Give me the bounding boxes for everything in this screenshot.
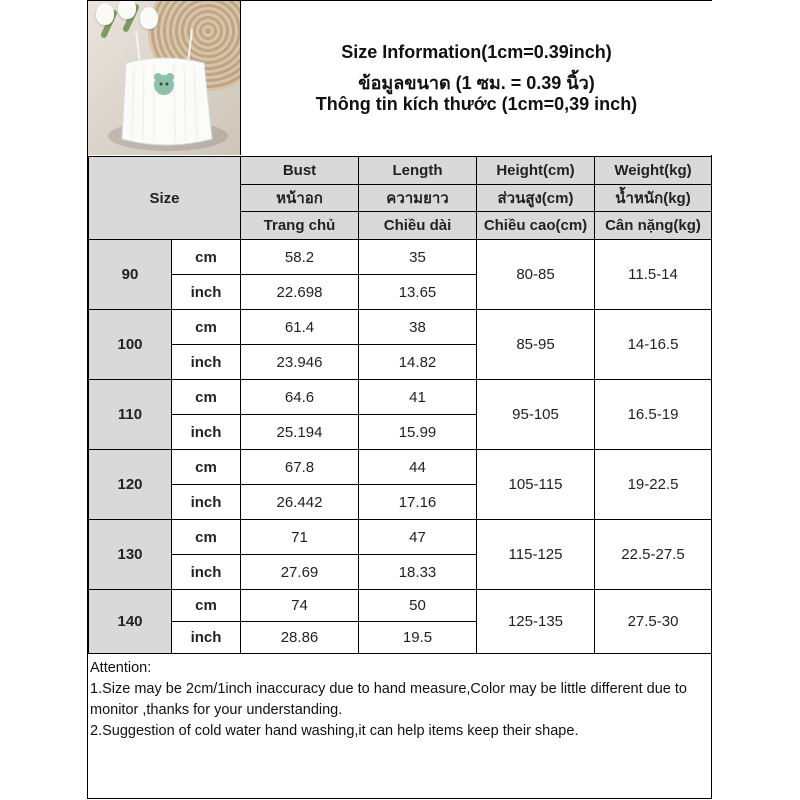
col-header-length-vi: Chiều dài: [359, 212, 477, 240]
height-range: 115-125: [477, 520, 595, 590]
length-inch: 13.65: [359, 275, 477, 310]
bust-inch: 27.69: [241, 555, 359, 590]
notes-item-1: 1.Size may be 2cm/1inch inaccuracy due to hand measure,Color may be little different due to monitor ,thanks for your understanding.: [90, 681, 687, 718]
col-header-height-vi: Chiều cao(cm): [477, 212, 595, 240]
bust-cm: 64.6: [241, 380, 359, 415]
unit-inch: inch: [172, 485, 241, 520]
length-cm: 50: [359, 590, 477, 622]
bust-cm: 58.2: [241, 240, 359, 275]
table-row: [89, 380, 712, 415]
col-header-weight-en: Weight(kg): [595, 157, 712, 185]
product-photo: [88, 1, 240, 155]
bust-cm: 71: [241, 520, 359, 555]
col-header-bust-vi: Trang chủ: [241, 212, 359, 240]
unit-cm: cm: [172, 380, 241, 415]
col-header-weight-th: น้ำหนัก(kg): [595, 185, 712, 212]
weight-range: 22.5-27.5: [595, 520, 712, 590]
size-cell: 120: [89, 450, 172, 520]
attention-notes: [90, 658, 708, 742]
header-title-vi: Thông tin kích thước (1cm=0,39 inch): [315, 94, 638, 114]
unit-inch: inch: [172, 555, 241, 590]
length-inch: 15.99: [359, 415, 477, 450]
col-header-height-en: Height(cm): [477, 157, 595, 185]
header-title-en: Size Information(1cm=0.39inch): [341, 42, 612, 62]
table-row: [89, 240, 712, 275]
unit-inch: inch: [172, 415, 241, 450]
length-inch: 17.16: [359, 485, 477, 520]
table-row: [89, 520, 712, 555]
table-row: [89, 590, 712, 622]
bust-inch: 22.698: [241, 275, 359, 310]
size-cell: 140: [89, 590, 172, 654]
header-title-th: ข้อมูลขนาด (1 ซม. = 0.39 นิ้ว): [358, 73, 595, 93]
size-cell: 90: [89, 240, 172, 310]
bust-inch: 26.442: [241, 485, 359, 520]
col-header-height-th: ส่วนสูง(cm): [477, 185, 595, 212]
size-table: [88, 156, 712, 654]
size-cell: 110: [89, 380, 172, 450]
table-row: [89, 310, 712, 345]
length-cm: 41: [359, 380, 477, 415]
height-range: 105-115: [477, 450, 595, 520]
table-row: [89, 450, 712, 485]
col-header-length-th: ความยาว: [359, 185, 477, 212]
unit-inch: inch: [172, 622, 241, 654]
height-range: 125-135: [477, 590, 595, 654]
notes-title: Attention:: [90, 660, 152, 676]
col-header-weight-vi: Cân nặng(kg): [595, 212, 712, 240]
unit-cm: cm: [172, 450, 241, 485]
size-info-header: [240, 1, 712, 155]
weight-range: 19-22.5: [595, 450, 712, 520]
col-header-length-en: Length: [359, 157, 477, 185]
length-inch: 14.82: [359, 345, 477, 380]
length-inch: 18.33: [359, 555, 477, 590]
weight-range: 27.5-30: [595, 590, 712, 654]
bust-cm: 74: [241, 590, 359, 622]
length-cm: 38: [359, 310, 477, 345]
bust-cm: 61.4: [241, 310, 359, 345]
length-cm: 35: [359, 240, 477, 275]
bust-inch: 23.946: [241, 345, 359, 380]
camisole-icon: [88, 1, 240, 155]
height-range: 95-105: [477, 380, 595, 450]
col-header-bust-en: Bust: [241, 157, 359, 185]
unit-cm: cm: [172, 590, 241, 622]
unit-cm: cm: [172, 240, 241, 275]
col-header-bust-th: หน้าอก: [241, 185, 359, 212]
bust-inch: 28.86: [241, 622, 359, 654]
size-cell: 130: [89, 520, 172, 590]
size-header: Size: [89, 157, 241, 240]
unit-inch: inch: [172, 345, 241, 380]
unit-inch: inch: [172, 275, 241, 310]
bust-inch: 25.194: [241, 415, 359, 450]
unit-cm: cm: [172, 310, 241, 345]
weight-range: 14-16.5: [595, 310, 712, 380]
length-cm: 47: [359, 520, 477, 555]
bust-cm: 67.8: [241, 450, 359, 485]
unit-cm: cm: [172, 520, 241, 555]
weight-range: 11.5-14: [595, 240, 712, 310]
height-range: 85-95: [477, 310, 595, 380]
length-cm: 44: [359, 450, 477, 485]
weight-range: 16.5-19: [595, 380, 712, 450]
size-cell: 100: [89, 310, 172, 380]
height-range: 80-85: [477, 240, 595, 310]
length-inch: 19.5: [359, 622, 477, 654]
notes-item-2: 2.Suggestion of cold water hand washing,it can help items keep their shape.: [90, 723, 579, 739]
